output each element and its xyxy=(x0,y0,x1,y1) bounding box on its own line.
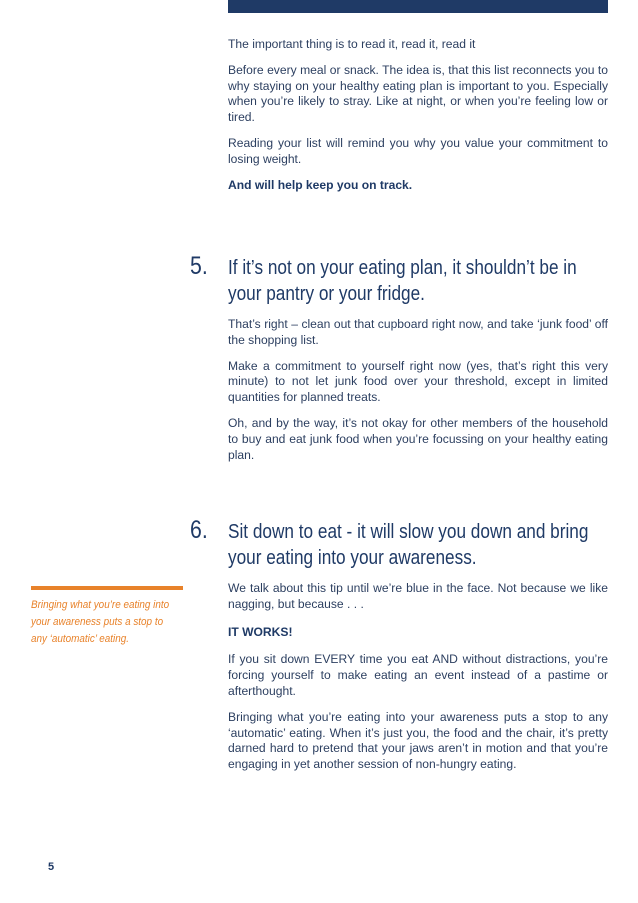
side-note-accent-bar xyxy=(31,586,183,590)
tip-6-title: Sit down to eat - it will slow you down and bring your eating into your awareness. xyxy=(228,521,589,569)
tip-5-paragraph-1: That’s right – clean out that cupboard right now, and take ‘junk food’ off the shopping list. xyxy=(228,317,608,347)
intro-paragraph-1: The important thing is to read it, read it, read it xyxy=(228,37,476,51)
tip-5-paragraph-3: Oh, and by the way, it’s not okay for other members of the household to buy and eat junk food when you’re focussing on your healthy eating plan. xyxy=(228,415,608,462)
tip-6-paragraph-2: IT WORKS! xyxy=(228,624,293,639)
intro-paragraph-4: And will help keep you on track. xyxy=(228,177,413,192)
intro-paragraph-2: Before every meal or snack. The idea is, that this list reconnects you to why staying on your healthy eating plan is important to you. Especially when you’re likely to stray. Like at night, or when you’re feeling low or tired. xyxy=(228,62,608,125)
intro-paragraph-3: Reading your list will remind you why you value your commitment to losing weight. xyxy=(228,135,608,166)
tip-5-section xyxy=(228,255,608,473)
page-number: 5 xyxy=(48,861,55,873)
side-note: Bringing what you’re eating into your awareness puts a stop to any ‘automatic’ eating. xyxy=(31,599,170,645)
tip-5-paragraph-2: Make a commitment to yourself right now (yes, that’s right this very minute) to not let junk food over your threshold, except in limited quantities for planned treats. xyxy=(228,358,608,405)
header-bar xyxy=(228,0,608,13)
tip-5-number: 5. xyxy=(190,252,208,280)
tip-6-paragraph-1: We talk about this tip until we’re blue in the face. Not because we like nagging, but because . . . xyxy=(228,581,608,611)
tip-6-paragraph-4: Bringing what you’re eating into your awareness puts a stop to any ‘automatic’ eating. When it’s just you, the food and the chair, it’s pretty darned hard to pretend that your jaws aren’t in motion and that you’re engaging in yet another session of non-hungry eating. xyxy=(228,709,608,772)
intro-section xyxy=(228,37,608,203)
tip-6-paragraph-3: If you sit down EVERY time you eat AND without distractions, you’re forcing yourself to make eating an event instead of a pastime or afterthought. xyxy=(228,652,608,698)
tip-5-title: If it’s not on your eating plan, it shouldn’t be in your pantry or your fridge. xyxy=(228,257,577,305)
tip-6-section xyxy=(228,519,608,783)
tip-6-number: 6. xyxy=(190,516,208,544)
